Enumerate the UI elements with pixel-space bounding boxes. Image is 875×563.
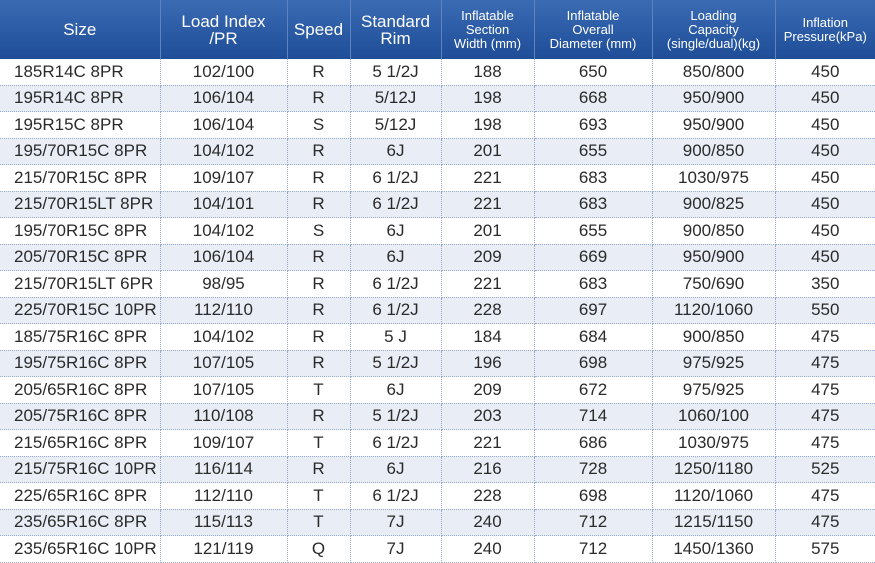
cell-speed: S bbox=[287, 112, 350, 139]
cell-overall-diameter: 672 bbox=[534, 377, 652, 404]
cell-size: 235/65R16C 10PR bbox=[0, 536, 160, 563]
cell-inflation-pressure: 550 bbox=[775, 297, 875, 324]
cell-standard-rim: 6 1/2J bbox=[350, 483, 441, 510]
cell-overall-diameter: 669 bbox=[534, 244, 652, 271]
header-loading-capacity-line3: (single/dual)(kg) bbox=[666, 35, 761, 51]
header-section-width bbox=[441, 0, 534, 59]
table-row bbox=[0, 536, 875, 563]
cell-speed: R bbox=[287, 138, 350, 165]
cell-load-index: 98/95 bbox=[160, 271, 287, 298]
cell-size: 215/70R15C 8PR bbox=[0, 165, 160, 192]
cell-loading-capacity: 750/690 bbox=[652, 271, 775, 298]
header-size: Size bbox=[0, 0, 160, 59]
cell-load-index: 109/107 bbox=[160, 165, 287, 192]
cell-section-width: 184 bbox=[441, 324, 534, 351]
cell-speed: R bbox=[287, 191, 350, 218]
table-row bbox=[0, 509, 875, 536]
cell-loading-capacity: 900/850 bbox=[652, 218, 775, 245]
cell-load-index: 102/100 bbox=[160, 59, 287, 85]
cell-section-width: 221 bbox=[441, 430, 534, 457]
cell-speed: R bbox=[287, 403, 350, 430]
table-body bbox=[0, 59, 875, 562]
cell-size: 235/65R16C 8PR bbox=[0, 509, 160, 536]
cell-size: 205/65R16C 8PR bbox=[0, 377, 160, 404]
cell-size: 195/70R15C 8PR bbox=[0, 138, 160, 165]
cell-size: 185R14C 8PR bbox=[0, 59, 160, 85]
cell-section-width: 221 bbox=[441, 191, 534, 218]
table-row bbox=[0, 430, 875, 457]
cell-section-width: 221 bbox=[441, 271, 534, 298]
header-inflation-pressure-line1: Inflation bbox=[802, 14, 849, 30]
cell-section-width: 203 bbox=[441, 403, 534, 430]
cell-section-width: 198 bbox=[441, 85, 534, 112]
cell-standard-rim: 5/12J bbox=[350, 85, 441, 112]
cell-loading-capacity: 975/925 bbox=[652, 350, 775, 377]
cell-overall-diameter: 684 bbox=[534, 324, 652, 351]
cell-load-index: 121/119 bbox=[160, 536, 287, 563]
cell-inflation-pressure: 475 bbox=[775, 350, 875, 377]
cell-overall-diameter: 698 bbox=[534, 483, 652, 510]
cell-size: 225/65R16C 8PR bbox=[0, 483, 160, 510]
cell-size: 195/75R16C 8PR bbox=[0, 350, 160, 377]
cell-section-width: 201 bbox=[441, 138, 534, 165]
table-row bbox=[0, 218, 875, 245]
header-inflation-pressure-line2: Pressure(kPa) bbox=[783, 28, 867, 44]
cell-speed: R bbox=[287, 324, 350, 351]
cell-loading-capacity: 900/825 bbox=[652, 191, 775, 218]
cell-section-width: 198 bbox=[441, 112, 534, 139]
cell-standard-rim: 6 1/2J bbox=[350, 271, 441, 298]
cell-section-width: 240 bbox=[441, 536, 534, 563]
cell-speed: T bbox=[287, 509, 350, 536]
table-row bbox=[0, 271, 875, 298]
table-row bbox=[0, 165, 875, 192]
header-standard-rim bbox=[350, 0, 441, 59]
cell-load-index: 109/107 bbox=[160, 430, 287, 457]
table-row bbox=[0, 85, 875, 112]
header-section-width-line1: Inflatable bbox=[461, 7, 514, 23]
table-header bbox=[0, 0, 875, 59]
header-load-index bbox=[160, 0, 287, 59]
cell-size: 215/75R16C 10PR bbox=[0, 456, 160, 483]
table-row bbox=[0, 483, 875, 510]
cell-overall-diameter: 686 bbox=[534, 430, 652, 457]
header-loading-capacity-line2: Capacity bbox=[688, 21, 739, 37]
cell-loading-capacity: 1450/1360 bbox=[652, 536, 775, 563]
cell-load-index: 106/104 bbox=[160, 85, 287, 112]
header-overall-diameter bbox=[534, 0, 652, 59]
cell-section-width: 188 bbox=[441, 59, 534, 85]
cell-overall-diameter: 712 bbox=[534, 536, 652, 563]
cell-loading-capacity: 900/850 bbox=[652, 324, 775, 351]
cell-loading-capacity: 1120/1060 bbox=[652, 297, 775, 324]
cell-inflation-pressure: 350 bbox=[775, 271, 875, 298]
table-row bbox=[0, 112, 875, 139]
cell-speed: Q bbox=[287, 536, 350, 563]
cell-load-index: 107/105 bbox=[160, 377, 287, 404]
header-loading-capacity bbox=[652, 0, 775, 59]
cell-inflation-pressure: 475 bbox=[775, 430, 875, 457]
cell-section-width: 209 bbox=[441, 244, 534, 271]
cell-standard-rim: 6J bbox=[350, 218, 441, 245]
cell-inflation-pressure: 525 bbox=[775, 456, 875, 483]
cell-load-index: 106/104 bbox=[160, 244, 287, 271]
table-row bbox=[0, 244, 875, 271]
cell-loading-capacity: 1060/100 bbox=[652, 403, 775, 430]
cell-speed: R bbox=[287, 244, 350, 271]
cell-inflation-pressure: 450 bbox=[775, 244, 875, 271]
table-row bbox=[0, 403, 875, 430]
header-overall-diameter-line2: Overall bbox=[572, 21, 614, 37]
table-row bbox=[0, 138, 875, 165]
cell-overall-diameter: 650 bbox=[534, 59, 652, 85]
cell-overall-diameter: 697 bbox=[534, 297, 652, 324]
table-row bbox=[0, 377, 875, 404]
cell-overall-diameter: 712 bbox=[534, 509, 652, 536]
cell-size: 215/65R16C 8PR bbox=[0, 430, 160, 457]
cell-overall-diameter: 655 bbox=[534, 138, 652, 165]
cell-loading-capacity: 950/900 bbox=[652, 112, 775, 139]
header-overall-diameter-line3: Diameter (mm) bbox=[549, 35, 637, 51]
table-row bbox=[0, 297, 875, 324]
cell-load-index: 104/102 bbox=[160, 324, 287, 351]
cell-load-index: 106/104 bbox=[160, 112, 287, 139]
cell-standard-rim: 6J bbox=[350, 456, 441, 483]
cell-load-index: 104/101 bbox=[160, 191, 287, 218]
cell-section-width: 228 bbox=[441, 483, 534, 510]
cell-speed: R bbox=[287, 456, 350, 483]
cell-size: 195/70R15C 8PR bbox=[0, 218, 160, 245]
cell-speed: R bbox=[287, 59, 350, 85]
cell-speed: S bbox=[287, 218, 350, 245]
cell-loading-capacity: 850/800 bbox=[652, 59, 775, 85]
cell-section-width: 221 bbox=[441, 165, 534, 192]
cell-loading-capacity: 950/900 bbox=[652, 244, 775, 271]
cell-size: 195R14C 8PR bbox=[0, 85, 160, 112]
cell-inflation-pressure: 450 bbox=[775, 112, 875, 139]
cell-loading-capacity: 975/925 bbox=[652, 377, 775, 404]
cell-standard-rim: 6J bbox=[350, 138, 441, 165]
header-inflation-pressure bbox=[775, 0, 875, 59]
cell-section-width: 240 bbox=[441, 509, 534, 536]
cell-speed: R bbox=[287, 350, 350, 377]
header-loading-capacity-line1: Loading bbox=[690, 7, 737, 23]
header-speed: Speed bbox=[287, 0, 350, 59]
header-standard-rim-line2: Rim bbox=[380, 28, 411, 48]
header-section-width-line3: Width (mm) bbox=[453, 35, 522, 51]
cell-overall-diameter: 683 bbox=[534, 165, 652, 192]
cell-standard-rim: 7J bbox=[350, 509, 441, 536]
cell-load-index: 112/110 bbox=[160, 297, 287, 324]
cell-size: 205/70R15C 8PR bbox=[0, 244, 160, 271]
cell-speed: T bbox=[287, 377, 350, 404]
cell-standard-rim: 7J bbox=[350, 536, 441, 563]
header-load-index-line1: Load Index bbox=[181, 11, 266, 31]
cell-inflation-pressure: 475 bbox=[775, 377, 875, 404]
cell-overall-diameter: 693 bbox=[534, 112, 652, 139]
cell-load-index: 104/102 bbox=[160, 218, 287, 245]
table-row bbox=[0, 191, 875, 218]
cell-load-index: 104/102 bbox=[160, 138, 287, 165]
cell-overall-diameter: 698 bbox=[534, 350, 652, 377]
cell-load-index: 112/110 bbox=[160, 483, 287, 510]
cell-loading-capacity: 950/900 bbox=[652, 85, 775, 112]
cell-standard-rim: 6 1/2J bbox=[350, 297, 441, 324]
cell-load-index: 110/108 bbox=[160, 403, 287, 430]
cell-overall-diameter: 683 bbox=[534, 191, 652, 218]
cell-standard-rim: 6 1/2J bbox=[350, 430, 441, 457]
cell-inflation-pressure: 450 bbox=[775, 218, 875, 245]
cell-overall-diameter: 655 bbox=[534, 218, 652, 245]
cell-section-width: 196 bbox=[441, 350, 534, 377]
cell-speed: R bbox=[287, 271, 350, 298]
cell-speed: R bbox=[287, 297, 350, 324]
cell-overall-diameter: 683 bbox=[534, 271, 652, 298]
cell-loading-capacity: 1215/1150 bbox=[652, 509, 775, 536]
cell-speed: T bbox=[287, 483, 350, 510]
header-overall-diameter-line1: Inflatable bbox=[566, 7, 620, 23]
cell-size: 205/75R16C 8PR bbox=[0, 403, 160, 430]
table-row bbox=[0, 59, 875, 85]
cell-size: 225/70R15C 10PR bbox=[0, 297, 160, 324]
cell-size: 185/75R16C 8PR bbox=[0, 324, 160, 351]
cell-loading-capacity: 1030/975 bbox=[652, 430, 775, 457]
cell-inflation-pressure: 475 bbox=[775, 483, 875, 510]
table-row bbox=[0, 324, 875, 351]
cell-inflation-pressure: 450 bbox=[775, 85, 875, 112]
cell-size: 195R15C 8PR bbox=[0, 112, 160, 139]
cell-loading-capacity: 900/850 bbox=[652, 138, 775, 165]
cell-standard-rim: 5/12J bbox=[350, 112, 441, 139]
header-load-index-line2: /PR bbox=[209, 28, 238, 48]
cell-overall-diameter: 714 bbox=[534, 403, 652, 430]
header-standard-rim-line1: Standard bbox=[361, 11, 430, 31]
cell-overall-diameter: 668 bbox=[534, 85, 652, 112]
table-row bbox=[0, 456, 875, 483]
cell-inflation-pressure: 475 bbox=[775, 403, 875, 430]
cell-load-index: 107/105 bbox=[160, 350, 287, 377]
cell-inflation-pressure: 475 bbox=[775, 509, 875, 536]
cell-inflation-pressure: 450 bbox=[775, 191, 875, 218]
cell-load-index: 116/114 bbox=[160, 456, 287, 483]
cell-standard-rim: 5 J bbox=[350, 324, 441, 351]
cell-section-width: 201 bbox=[441, 218, 534, 245]
cell-loading-capacity: 1030/975 bbox=[652, 165, 775, 192]
cell-section-width: 228 bbox=[441, 297, 534, 324]
cell-standard-rim: 6J bbox=[350, 244, 441, 271]
cell-standard-rim: 6 1/2J bbox=[350, 165, 441, 192]
cell-inflation-pressure: 450 bbox=[775, 165, 875, 192]
cell-inflation-pressure: 450 bbox=[775, 59, 875, 85]
cell-section-width: 209 bbox=[441, 377, 534, 404]
header-section-width-line2: Section bbox=[465, 21, 510, 37]
cell-speed: T bbox=[287, 430, 350, 457]
cell-inflation-pressure: 575 bbox=[775, 536, 875, 563]
cell-load-index: 115/113 bbox=[160, 509, 287, 536]
cell-overall-diameter: 728 bbox=[534, 456, 652, 483]
cell-inflation-pressure: 475 bbox=[775, 324, 875, 351]
cell-standard-rim: 6 1/2J bbox=[350, 191, 441, 218]
cell-standard-rim: 5 1/2J bbox=[350, 59, 441, 85]
cell-speed: R bbox=[287, 165, 350, 192]
cell-speed: R bbox=[287, 85, 350, 112]
cell-loading-capacity: 1120/1060 bbox=[652, 483, 775, 510]
cell-standard-rim: 5 1/2J bbox=[350, 350, 441, 377]
cell-standard-rim: 6J bbox=[350, 377, 441, 404]
cell-inflation-pressure: 450 bbox=[775, 138, 875, 165]
cell-loading-capacity: 1250/1180 bbox=[652, 456, 775, 483]
cell-section-width: 216 bbox=[441, 456, 534, 483]
cell-size: 215/70R15LT 8PR bbox=[0, 191, 160, 218]
table-row bbox=[0, 350, 875, 377]
cell-standard-rim: 5 1/2J bbox=[350, 403, 441, 430]
cell-size: 215/70R15LT 6PR bbox=[0, 271, 160, 298]
